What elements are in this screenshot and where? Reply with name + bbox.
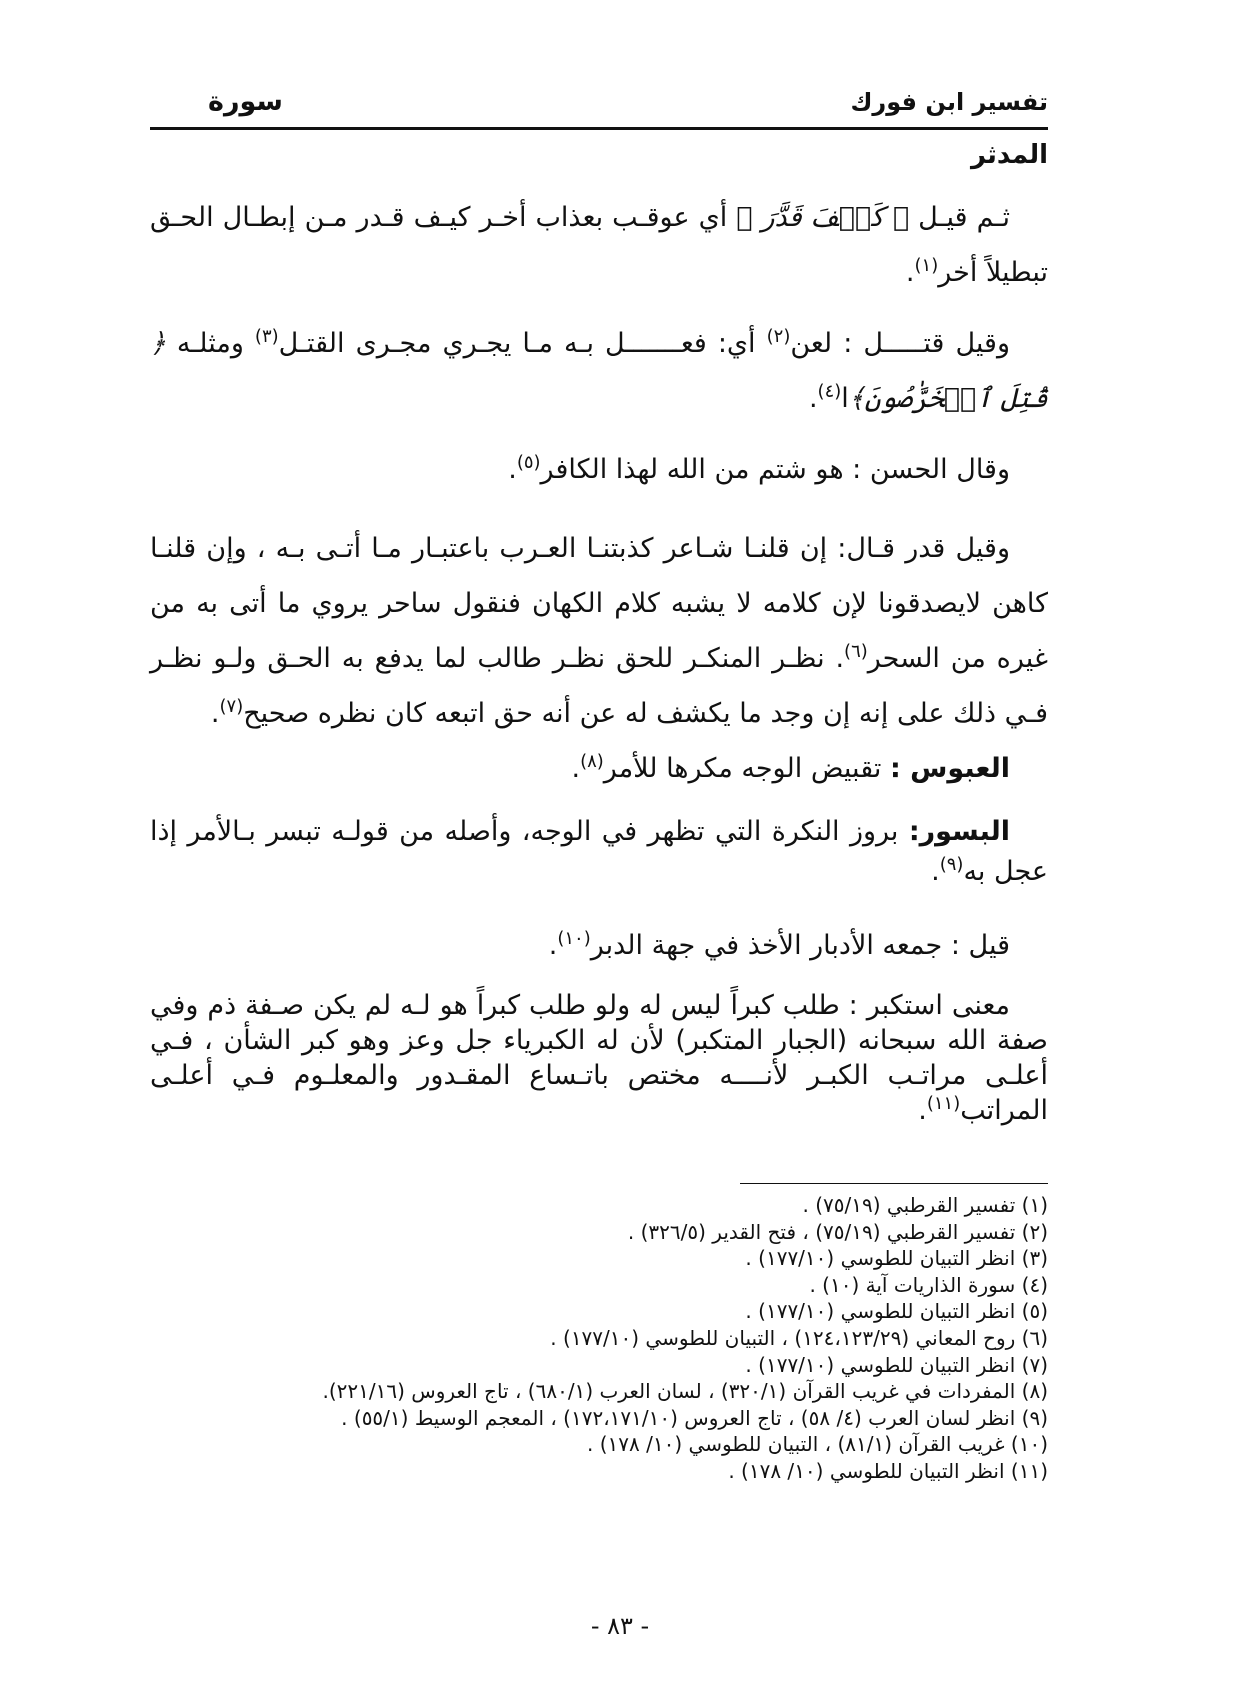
book-title: تفسير ابن فورك xyxy=(850,88,1048,116)
paragraph-3: وقال الحسن : هو شتم من الله لهذا الكافر$^{(٥)}$. xyxy=(508,452,1010,485)
page-number: - ٨٣ - xyxy=(590,1612,650,1640)
surah-name: المدثر xyxy=(970,140,1048,170)
footnote: (٥) انظر التبيان للطوسي (١٧٧/١٠) . xyxy=(745,1299,1048,1324)
footnote-ref[interactable]: (٤) xyxy=(817,381,842,402)
footnote-ref[interactable]: (٨) xyxy=(580,751,604,772)
footnote: (١٠) غريب القرآن (٨١/١) ، التبيان للطوسي (١٠/ ١٧٨) . xyxy=(587,1432,1048,1457)
footnote: (٢) تفسير القرطبي (٧٥/١٩) ، فتح القدير (٣٢٦/٥) . xyxy=(627,1219,1048,1244)
paragraph-2: وقيل قتـــــل : لعن$^{(٢)}$ أي: فعـــــــل بـه مـا يجـري مجـرى القتـل$^{(٣)}$ ومثلـه ﴿ قُتِلَ ٱلۡخَرَّٰصُونَ﴾ا$^{(٤)}$. xyxy=(150,326,1048,414)
quran-verse: ﴿ قُتِلَ ٱلۡخَرَّٰصُونَ﴾ xyxy=(150,328,1048,414)
footnote-ref[interactable]: (٢) xyxy=(766,326,791,347)
paragraph-7: قيل : جمعه الأدبار الأخذ في جهة الدبر$^{(١٠)}$. xyxy=(548,928,1010,961)
footnote: (١) تفسير القرطبي (٧٥/١٩) . xyxy=(802,1193,1048,1217)
header-rule xyxy=(150,127,1048,130)
footnotes xyxy=(150,1192,1048,1485)
running-header xyxy=(150,82,1048,132)
footnote: (٧) انظر التبيان للطوسي (١٧٧/١٠) . xyxy=(745,1352,1048,1377)
footnote-ref[interactable]: (٩) xyxy=(939,854,964,875)
quran-verse: ﴿ كَيۡفَ قَدَّرَ ﴾ xyxy=(736,202,910,233)
paragraph-1: ثـم قيـل ﴿ كَيۡفَ قَدَّرَ ﴾ أي عوقـب بعذاب أخـر كيـف قـدر مـن إبطـال الحـق تبطيلاً أخر$^{(١)}$. xyxy=(150,202,1048,288)
footnote: (٦) روح المعاني (١٢٤،١٢٣/٢٩) ، التبيان للطوسي (١٧٧/١٠) . xyxy=(550,1325,1048,1350)
footnote-ref[interactable]: (٦) xyxy=(844,641,868,662)
term-heading: البسور: xyxy=(908,816,1010,847)
footnote: (١١) انظر التبيان للطوسي (١٠/ ١٧٨) . xyxy=(728,1458,1048,1483)
footnote: (٨) المفردات في غريب القرآن (٣٢٠/١) ، لسان العرب (٦٨٠/١) ، تاج العروس (٢٢١/١٦). xyxy=(322,1379,1048,1404)
surah-label: سورة xyxy=(208,86,283,117)
footnote-ref[interactable]: (٧) xyxy=(219,696,244,717)
footnote: (٤) سورة الذاريات آية (١٠) . xyxy=(809,1272,1048,1297)
footnote-ref[interactable]: (١) xyxy=(914,255,939,276)
footnote-ref[interactable]: (١٠) xyxy=(557,928,591,949)
footnote: (٩) انظر لسان العرب (٤/ ٥٨) ، تاج العروس (١٧٢،١٧١/١٠) ، المعجم الوسيط (٥٥/١) . xyxy=(341,1405,1048,1430)
body-text xyxy=(150,190,1048,1128)
footnote: (٣) انظر التبيان للطوسي (١٧٧/١٠) . xyxy=(745,1246,1048,1271)
footnote-ref[interactable]: (١١) xyxy=(926,1093,961,1114)
term-heading: العبوس : xyxy=(889,753,1010,784)
footnote-ref[interactable]: (٥) xyxy=(516,452,541,473)
paragraph-4: وقيل قدر قـال: إن قلنـا شـاعر كذبتنـا العـرب باعتبـار مـا أتـى بـه ، وإن قلنـا كاهن لايصدقونا لإن كلامه لا يشبه كلام الكهان فنقول ساحر يروي ما أتى به من غيره من السحر$^{(٦)}$. نظـر المنكـر للحق نظـر طالب لما يدفع به الحـق ولـو نظـر فـي ذلك على إنه إن وجد ما يكشف له عن أنه حق اتبعه كان نظره صحيح$^{(٧)}$. xyxy=(150,533,1048,729)
paragraph-8: معنى استكبر : طلب كبراً ليس له ولو طلب كبراً هو لـه لم يكن صـفة ذم وفي صفة الله سبحانه (الجبار المتكبر) لأن له الكبرياء جل وعز وهو كبر الشأن ، فـي أعلـى مراتـب الكبـر لأنــــه مختص باتـساع المقـدور والمعلـوم فـي أعلـى المراتب$^{(١١)}$. xyxy=(150,990,1048,1126)
paragraph-5: العبوس : تقبيض الوجه مكرها للأمر$^{(٨)}$. xyxy=(571,751,1010,784)
paragraph-6: البسور: بروز النكرة التي تظهر في الوجه، وأصله من قولـه تبسر بـالأمر إذا عجل به$^{(٩)}$. xyxy=(150,816,1048,887)
footnote-rule xyxy=(740,1183,1048,1184)
footnote-ref[interactable]: (٣) xyxy=(254,326,279,347)
